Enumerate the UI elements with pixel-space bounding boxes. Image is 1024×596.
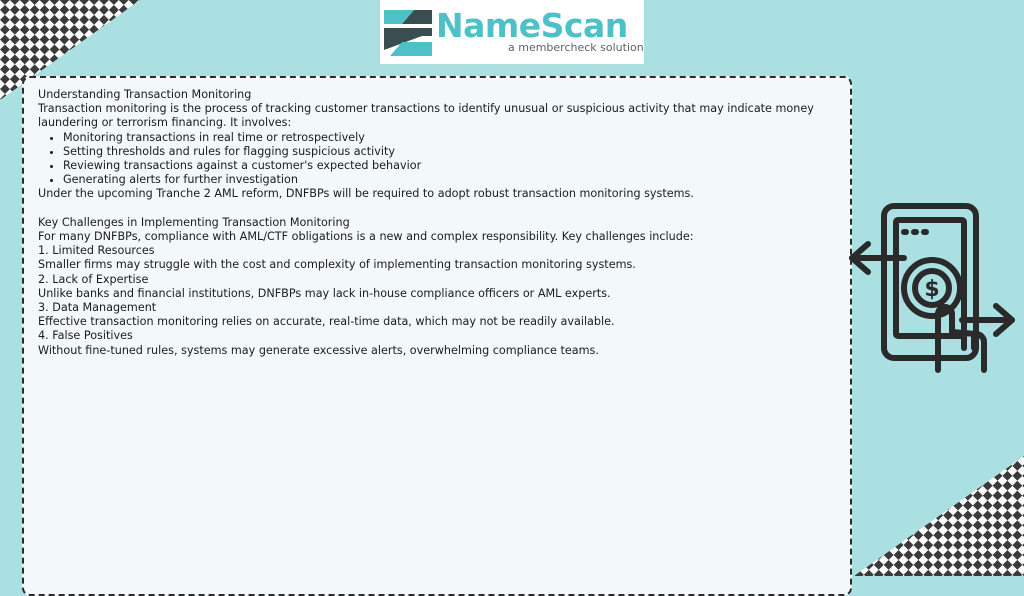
challenge-text: Unlike banks and financial institutions, DNFBPs may lack in-house compliance officers or AML experts.: [38, 286, 611, 300]
section1-intro: Transaction monitoring is the process of tracking customer transactions to identify unusual or suspicious activity that may indicate money laundering or terrorism financing. It involves:: [38, 102, 814, 130]
list-item: • Monitoring transactions in real time or retrospectively: [63, 131, 838, 145]
challenge-text: Effective transaction monitoring relies on accurate, real-time data, which may not be readily available.: [38, 315, 615, 329]
mobile-payment-icon: [846, 202, 1020, 376]
logo-brand-text: NameScan: [436, 6, 628, 45]
article-body: [38, 88, 838, 358]
challenge-text: Smaller firms may struggle with the cost and complexity of implementing transaction monitoring systems.: [38, 258, 636, 272]
section2-heading: Key Challenges in Implementing Transaction Monitoring: [38, 215, 350, 229]
challenge-title: 2. Lack of Expertise: [38, 272, 149, 286]
dollar-sign: $: [924, 277, 940, 302]
namescan-logo: [380, 0, 644, 64]
section2-intro: For many DNFBPs, compliance with AML/CTF obligations is a new and complex responsibility. Key challenges include:: [38, 230, 694, 244]
challenge-title: 4. False Positives: [38, 329, 133, 343]
challenge-text: Without fine-tuned rules, systems may generate excessive alerts, overwhelming compliance teams.: [38, 343, 599, 357]
logo-mark-icon: [384, 6, 432, 60]
section1-bullet-list: [38, 131, 838, 188]
list-item: • Reviewing transactions against a customer's expected behavior: [63, 159, 838, 173]
section1-heading: Understanding Transaction Monitoring: [38, 88, 252, 101]
section1-outro: Under the upcoming Tranche 2 AML reform, DNFBPs will be required to adopt robust transaction monitoring systems.: [38, 187, 694, 201]
challenge-title: 3. Data Management: [38, 301, 157, 315]
list-item: • Generating alerts for further investigation: [63, 173, 838, 187]
logo-tagline: a membercheck solution: [508, 41, 644, 54]
challenge-title: 1. Limited Resources: [38, 244, 155, 258]
decorative-stripes-bottom-right: [854, 456, 1024, 576]
list-item: • Setting thresholds and rules for flagging suspicious activity: [63, 145, 838, 159]
